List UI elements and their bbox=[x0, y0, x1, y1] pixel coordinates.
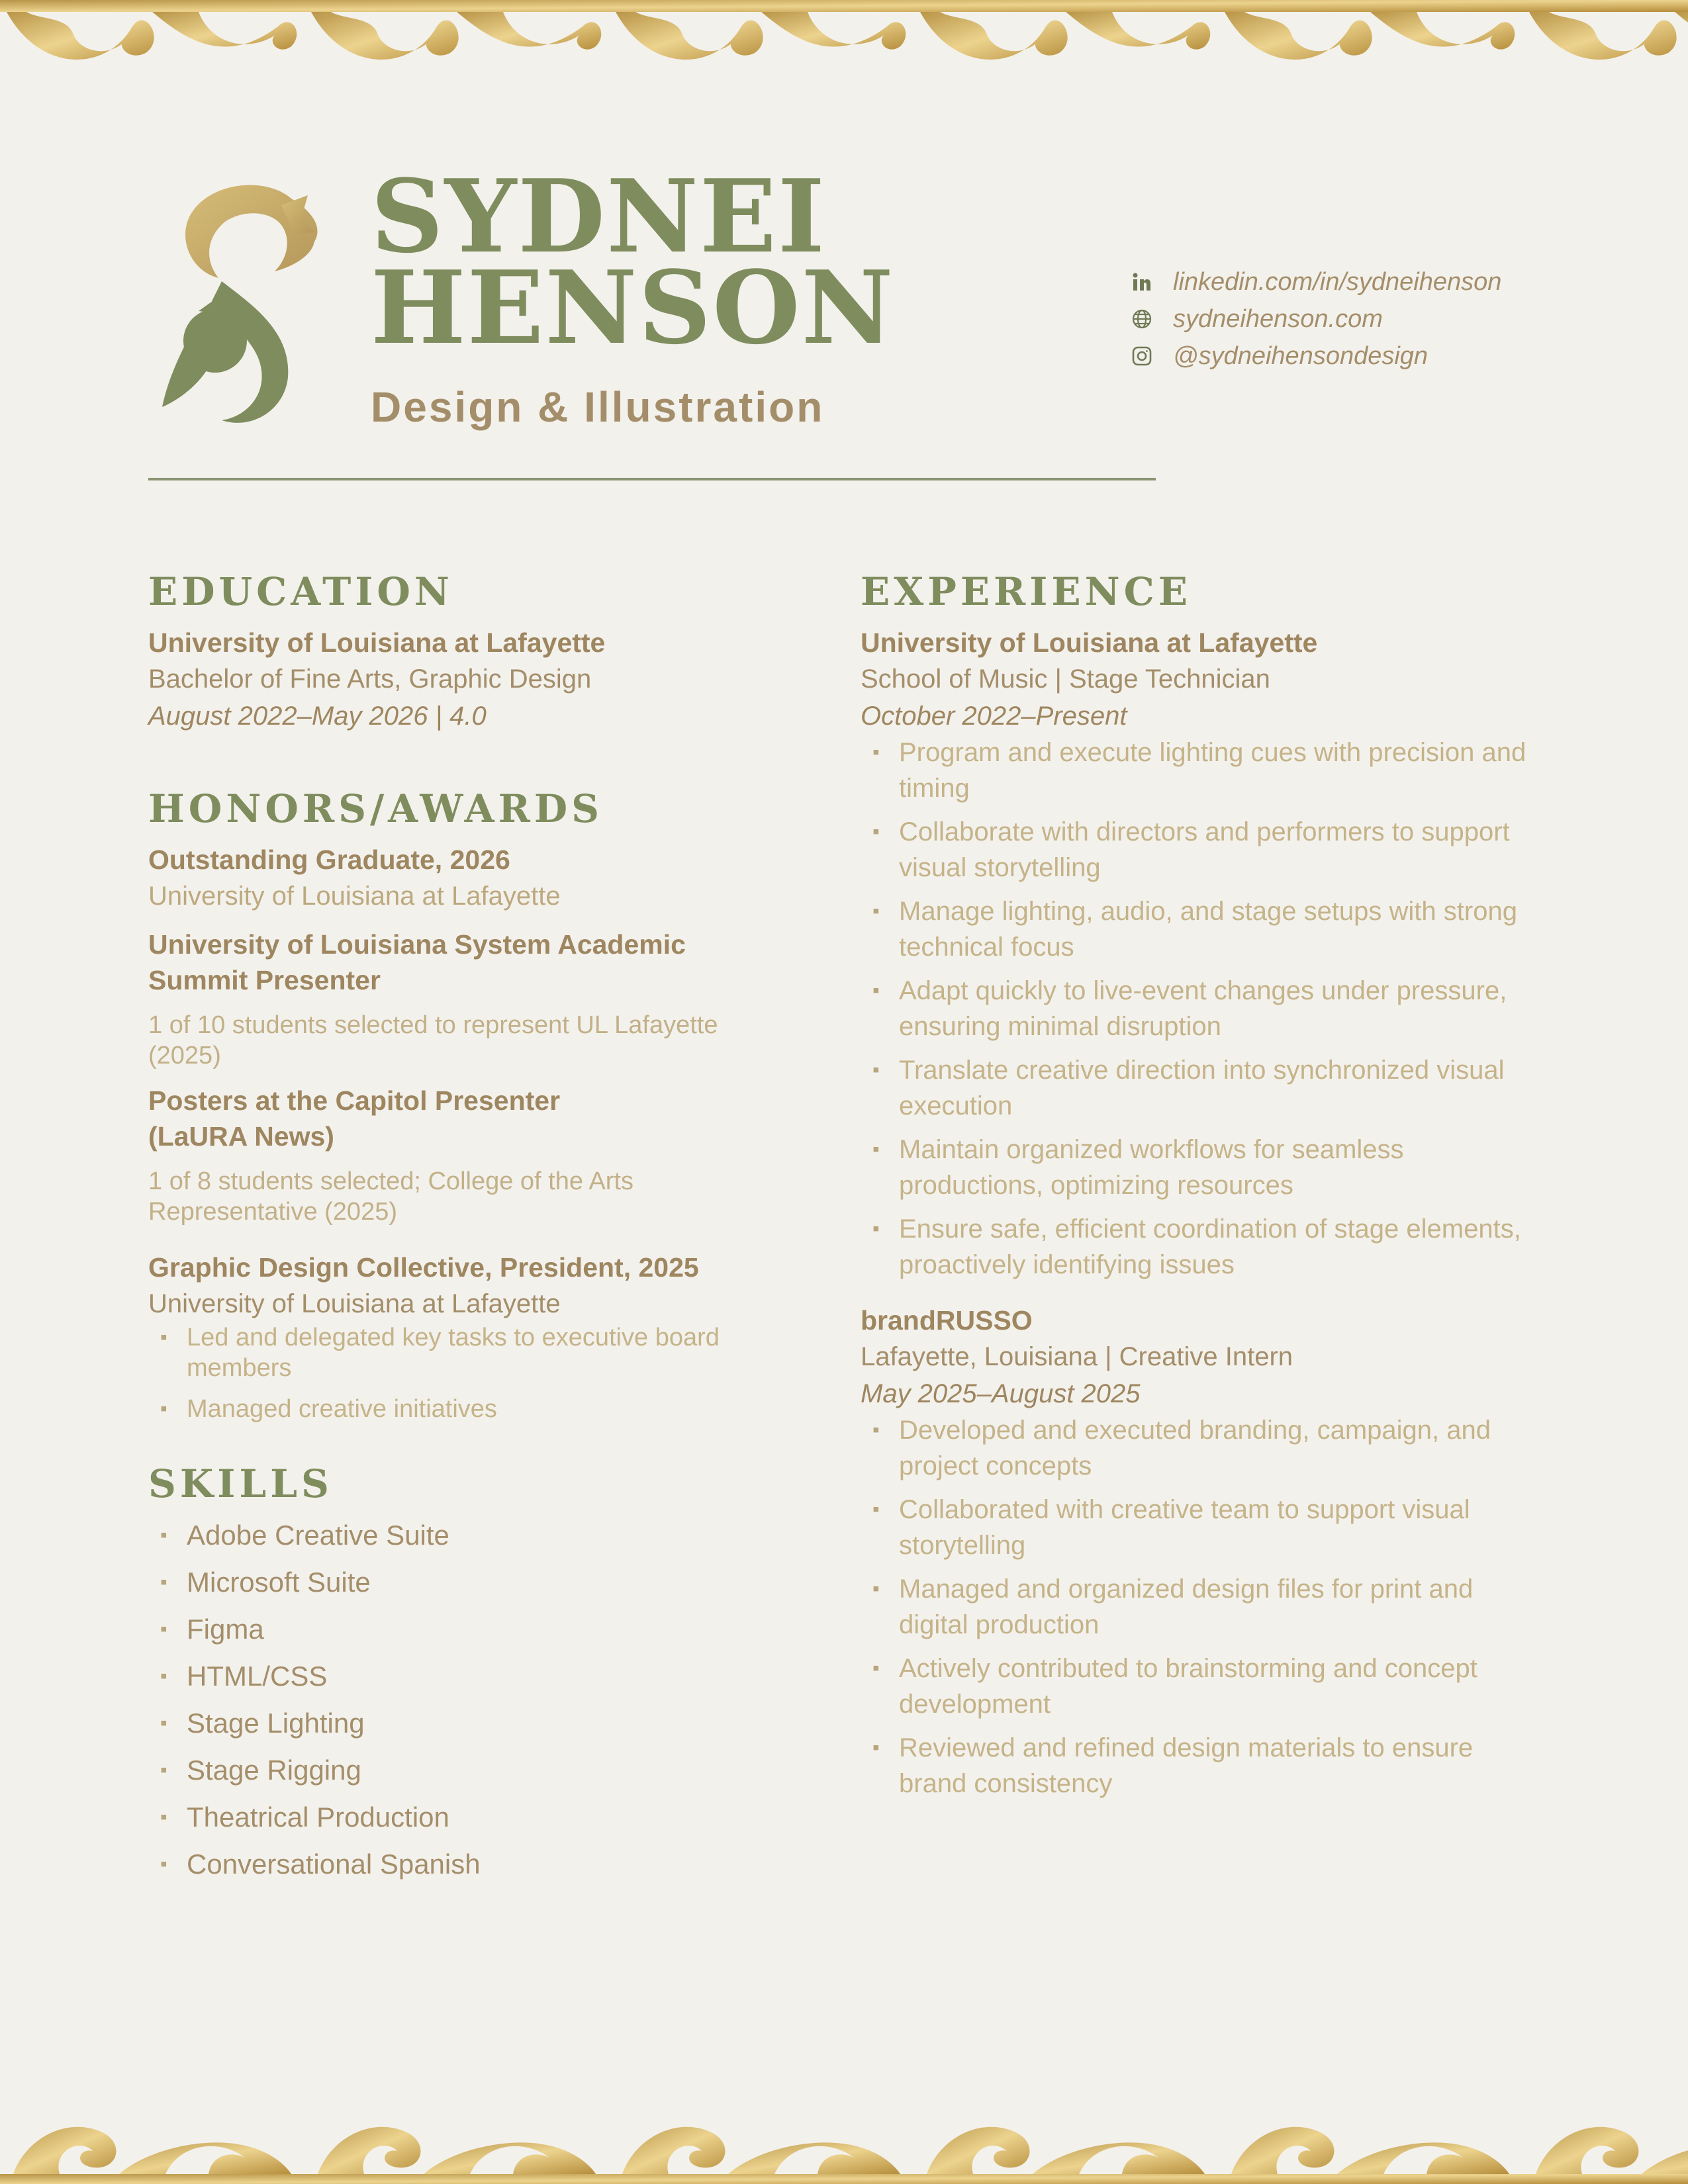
honor-name: Posters at the Capitol Presenter (LaURA News) bbox=[148, 1085, 561, 1152]
contact-website[interactable] bbox=[1131, 300, 1501, 338]
bullet-icon: ▪ bbox=[160, 1759, 167, 1781]
bullet-icon: ▪ bbox=[160, 1524, 167, 1546]
education-school: University of Louisiana at Lafayette bbox=[148, 627, 606, 658]
list-item: ▪ Collaborated with creative team to support visual storytelling bbox=[861, 1492, 1536, 1563]
bullet-icon: ▪ bbox=[160, 1398, 167, 1420]
bullet-icon: ▪ bbox=[872, 1419, 880, 1441]
list-item: ▪ Manage lighting, audio, and stage setups with strong technical focus bbox=[861, 893, 1536, 965]
honor-desc: University of Louisiana at Lafayette bbox=[148, 1289, 561, 1318]
honor-item bbox=[148, 927, 784, 1071]
last-name: HENSON bbox=[371, 248, 895, 367]
contact-list bbox=[1131, 263, 1501, 375]
list-item: ▪ Led and delegated key tasks to executive board members bbox=[160, 1324, 720, 1382]
job-role: School of Music | Stage Technician bbox=[861, 664, 1270, 694]
experience-heading: EXPERIENCE bbox=[861, 569, 1192, 614]
list-item: ▪ Program and execute lighting cues with precision and timing bbox=[861, 735, 1536, 806]
tagline: Design & Illustration bbox=[371, 383, 825, 431]
bullet-icon: ▪ bbox=[160, 1712, 167, 1734]
bullet-icon: ▪ bbox=[872, 1138, 880, 1160]
candidate-name bbox=[371, 157, 895, 367]
seahorse-monogram-icon bbox=[159, 179, 324, 437]
bullet-icon: ▪ bbox=[160, 1806, 167, 1828]
honor-desc: 1 of 8 students selected; College of the Arts Representative (2025) bbox=[148, 1167, 634, 1226]
honor-item bbox=[148, 1083, 784, 1227]
skills-heading: SKILLS bbox=[148, 1461, 333, 1506]
list-item: ▪ Actively contributed to brainstorming and concept development bbox=[861, 1651, 1536, 1722]
job-dates: May 2025–August 2025 bbox=[861, 1379, 1141, 1408]
skill-item: ▪ Microsoft Suite bbox=[148, 1564, 784, 1601]
bullet-icon: ▪ bbox=[160, 1571, 167, 1593]
list-item: ▪ Managed creative initiatives bbox=[160, 1395, 497, 1423]
job-entry bbox=[861, 1302, 1536, 1801]
list-item: ▪ Adapt quickly to live-event changes under pressure, ensuring minimal disruption bbox=[861, 973, 1536, 1044]
linkedin-link[interactable]: linkedin.com/in/sydneihenson bbox=[1173, 267, 1502, 296]
bullet-icon: ▪ bbox=[872, 900, 880, 922]
list-item: ▪ Developed and executed branding, campaign, and project concepts bbox=[861, 1412, 1536, 1484]
honor-desc: University of Louisiana at Lafayette bbox=[148, 882, 561, 911]
honor-desc: 1 of 10 students selected to represent UL Lafayette (2025) bbox=[148, 1011, 718, 1069]
bullet-icon: ▪ bbox=[872, 979, 880, 1001]
bullet-icon: ▪ bbox=[872, 1498, 880, 1520]
honor-item bbox=[148, 1250, 784, 1424]
skill-item: ▪ Adobe Creative Suite bbox=[148, 1517, 784, 1554]
list-item: ▪ Managed and organized design files for print and digital production bbox=[861, 1571, 1536, 1643]
gold-wave-border-bottom bbox=[0, 2111, 1688, 2184]
list-item: ▪ Translate creative direction into synchronized visual execution bbox=[861, 1052, 1536, 1124]
education-dates: August 2022–May 2026 | 4.0 bbox=[148, 702, 487, 731]
globe-icon bbox=[1131, 308, 1153, 330]
job-org: brandRUSSO bbox=[861, 1305, 1033, 1336]
skill-item: ▪ Theatrical Production bbox=[148, 1799, 784, 1836]
contact-linkedin[interactable] bbox=[1131, 263, 1501, 300]
education-degree: Bachelor of Fine Arts, Graphic Design bbox=[148, 664, 592, 694]
website-link[interactable]: sydneihenson.com bbox=[1173, 304, 1383, 333]
skills-section bbox=[148, 1460, 784, 1883]
job-bullet-list bbox=[861, 735, 1536, 1283]
honor-name: Graphic Design Collective, President, 2025 bbox=[148, 1252, 699, 1283]
skill-item: ▪ Stage Lighting bbox=[148, 1705, 784, 1742]
honor-item bbox=[148, 842, 784, 915]
contact-instagram[interactable] bbox=[1131, 338, 1501, 375]
bullet-icon: ▪ bbox=[872, 1218, 880, 1240]
instagram-link[interactable]: @sydneihensondesign bbox=[1173, 341, 1429, 370]
bullet-icon: ▪ bbox=[160, 1326, 167, 1348]
header-divider bbox=[148, 478, 1156, 480]
skill-item: ▪ Stage Rigging bbox=[148, 1752, 784, 1789]
skill-item: ▪ Conversational Spanish bbox=[148, 1846, 784, 1883]
skills-list bbox=[148, 1517, 784, 1883]
bullet-icon: ▪ bbox=[872, 1657, 880, 1679]
gold-scroll-border-top bbox=[0, 0, 1688, 73]
bullet-icon: ▪ bbox=[160, 1665, 167, 1687]
job-dates: October 2022–Present bbox=[861, 702, 1127, 731]
list-item: ▪ Maintain organized workflows for seamless productions, optimizing resources bbox=[861, 1132, 1536, 1203]
bullet-icon: ▪ bbox=[872, 821, 880, 842]
skill-item: ▪ Figma bbox=[148, 1611, 784, 1648]
honor-name: Outstanding Graduate, 2026 bbox=[148, 844, 510, 875]
list-item: ▪ Reviewed and refined design materials to ensure brand consistency bbox=[861, 1730, 1536, 1801]
linkedin-icon bbox=[1131, 271, 1153, 293]
bullet-icon: ▪ bbox=[160, 1853, 167, 1875]
bullet-icon: ▪ bbox=[160, 1618, 167, 1640]
honors-heading: HONORS/AWARDS bbox=[148, 786, 604, 831]
education-heading: EDUCATION bbox=[148, 569, 453, 614]
honors-section bbox=[148, 785, 784, 1424]
list-item: ▪ Ensure safe, efficient coordination of stage elements, proactively identifying issues bbox=[861, 1211, 1536, 1283]
job-bullet-list bbox=[861, 1412, 1536, 1801]
instagram-icon bbox=[1131, 345, 1153, 367]
job-entry bbox=[861, 625, 1536, 1283]
honor-bullet-list bbox=[148, 1322, 784, 1424]
education-section bbox=[148, 568, 784, 735]
bullet-icon: ▪ bbox=[872, 1737, 880, 1758]
honor-name: University of Louisiana System Academic Summit Presenter bbox=[148, 929, 686, 995]
skill-item: ▪ HTML/CSS bbox=[148, 1658, 784, 1695]
bullet-icon: ▪ bbox=[872, 1059, 880, 1081]
first-name: SYDNEI bbox=[371, 157, 826, 275]
bullet-icon: ▪ bbox=[872, 741, 880, 763]
bullet-icon: ▪ bbox=[872, 1578, 880, 1600]
left-column bbox=[148, 568, 784, 1893]
job-role: Lafayette, Louisiana | Creative Intern bbox=[861, 1342, 1293, 1371]
experience-section bbox=[861, 568, 1536, 1801]
right-column bbox=[861, 568, 1536, 1809]
list-item: ▪ Collaborate with directors and performers to support visual storytelling bbox=[861, 814, 1536, 886]
job-org: University of Louisiana at Lafayette bbox=[861, 627, 1318, 658]
